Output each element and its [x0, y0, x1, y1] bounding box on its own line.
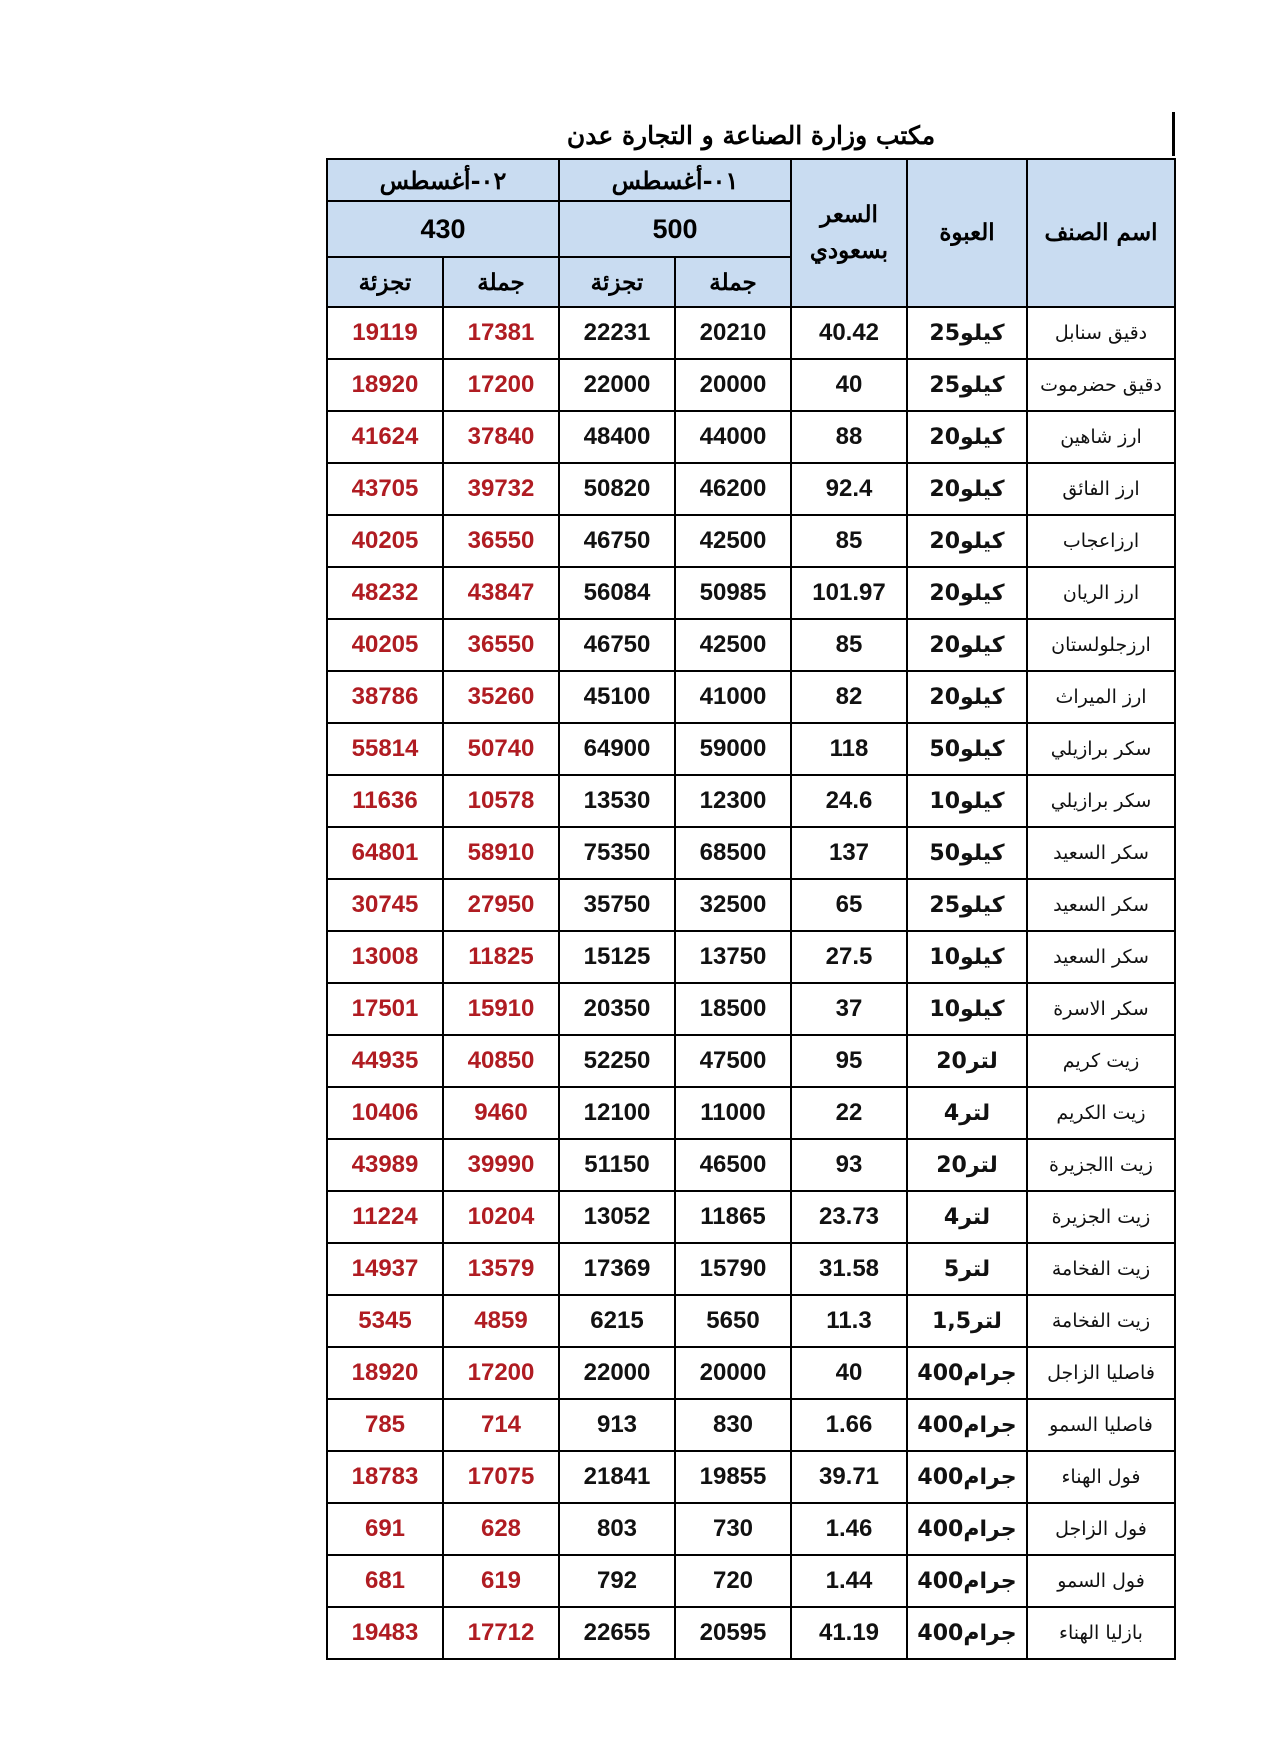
cell-d2-retail: 43989	[327, 1139, 443, 1191]
cell-package: 400جرام	[907, 1399, 1027, 1451]
cell-price-sar: 40	[791, 359, 907, 411]
cell-d2-wholesale: 50740	[443, 723, 559, 775]
cell-d1-wholesale: 5650	[675, 1295, 791, 1347]
cell-d1-wholesale: 20000	[675, 359, 791, 411]
cell-d2-wholesale: 35260	[443, 671, 559, 723]
cell-d1-wholesale: 46500	[675, 1139, 791, 1191]
cell-d2-wholesale: 619	[443, 1555, 559, 1607]
cell-d1-retail: 56084	[559, 567, 675, 619]
cell-price-sar: 85	[791, 515, 907, 567]
header-price-sar	[791, 159, 907, 307]
cell-package: 20كيلو	[907, 671, 1027, 723]
cell-price-sar: 95	[791, 1035, 907, 1087]
cell-package: 50كيلو	[907, 827, 1027, 879]
table-row	[327, 723, 1175, 775]
cell-d1-wholesale: 18500	[675, 983, 791, 1035]
cell-d2-retail: 10406	[327, 1087, 443, 1139]
cell-package: 10كيلو	[907, 775, 1027, 827]
cell-package: 20لتر	[907, 1139, 1027, 1191]
cell-package: 20لتر	[907, 1035, 1027, 1087]
cell-d1-wholesale: 46200	[675, 463, 791, 515]
header-rate-2: 430	[327, 201, 559, 257]
cell-d1-retail: 22231	[559, 307, 675, 359]
cell-item-name: زيت الفخامة	[1027, 1295, 1175, 1347]
cell-d1-retail: 21841	[559, 1451, 675, 1503]
cell-package: 400جرام	[907, 1503, 1027, 1555]
cell-price-sar: 93	[791, 1139, 907, 1191]
cell-price-sar: 82	[791, 671, 907, 723]
cell-package: 25كيلو	[907, 359, 1027, 411]
cell-price-sar: 88	[791, 411, 907, 463]
table-row	[327, 931, 1175, 983]
header-d2-wholesale: جملة	[443, 257, 559, 307]
cell-item-name: ارز الريان	[1027, 567, 1175, 619]
cell-price-sar: 1.66	[791, 1399, 907, 1451]
header-date-1: ٠١-أغسطس	[559, 159, 791, 201]
cell-item-name: زيت كريم	[1027, 1035, 1175, 1087]
cell-d2-wholesale: 37840	[443, 411, 559, 463]
cell-d1-retail: 64900	[559, 723, 675, 775]
cell-d2-retail: 785	[327, 1399, 443, 1451]
cell-d1-retail: 6215	[559, 1295, 675, 1347]
cell-d1-wholesale: 730	[675, 1503, 791, 1555]
cell-package: 1,5لتر	[907, 1295, 1027, 1347]
table-row	[327, 307, 1175, 359]
header-d1-retail: تجزئة	[559, 257, 675, 307]
header-d1-wholesale: جملة	[675, 257, 791, 307]
cell-item-name: ارز الفائق	[1027, 463, 1175, 515]
cell-d2-wholesale: 36550	[443, 515, 559, 567]
cell-d1-retail: 46750	[559, 619, 675, 671]
cell-price-sar: 11.3	[791, 1295, 907, 1347]
cell-price-sar: 1.44	[791, 1555, 907, 1607]
cell-package: 20كيلو	[907, 515, 1027, 567]
table-row	[327, 1399, 1175, 1451]
cell-d1-wholesale: 20595	[675, 1607, 791, 1659]
cell-item-name: سكر السعيد	[1027, 931, 1175, 983]
table-row	[327, 879, 1175, 931]
table-row	[327, 671, 1175, 723]
cell-d1-wholesale: 11000	[675, 1087, 791, 1139]
cell-package: 5لتر	[907, 1243, 1027, 1295]
cell-price-sar: 39.71	[791, 1451, 907, 1503]
header-row-dates	[327, 159, 1175, 201]
cell-d1-wholesale: 44000	[675, 411, 791, 463]
cell-d1-retail: 20350	[559, 983, 675, 1035]
cell-d2-retail: 11224	[327, 1191, 443, 1243]
cell-d1-retail: 46750	[559, 515, 675, 567]
cell-package: 10كيلو	[907, 983, 1027, 1035]
cell-d1-wholesale: 59000	[675, 723, 791, 775]
cell-d1-retail: 22000	[559, 359, 675, 411]
cell-price-sar: 31.58	[791, 1243, 907, 1295]
cell-d1-wholesale: 41000	[675, 671, 791, 723]
cell-package: 20كيلو	[907, 463, 1027, 515]
cell-package: 400جرام	[907, 1347, 1027, 1399]
cell-d2-wholesale: 36550	[443, 619, 559, 671]
cell-d2-wholesale: 17381	[443, 307, 559, 359]
header-price-sar-label: السعر بسعودي	[809, 201, 889, 264]
cell-d1-retail: 22655	[559, 1607, 675, 1659]
cell-d1-retail: 13530	[559, 775, 675, 827]
table-row	[327, 463, 1175, 515]
cell-d2-wholesale: 10204	[443, 1191, 559, 1243]
table-row	[327, 1451, 1175, 1503]
table-row	[327, 1347, 1175, 1399]
cell-d2-retail: 43705	[327, 463, 443, 515]
cell-d1-retail: 22000	[559, 1347, 675, 1399]
cell-d2-retail: 40205	[327, 619, 443, 671]
cell-package: 20كيلو	[907, 619, 1027, 671]
cell-d2-wholesale: 40850	[443, 1035, 559, 1087]
cell-d1-wholesale: 50985	[675, 567, 791, 619]
header-date-2: ٠٢-أغسطس	[327, 159, 559, 201]
cell-d1-wholesale: 32500	[675, 879, 791, 931]
cell-price-sar: 40	[791, 1347, 907, 1399]
cell-d2-retail: 11636	[327, 775, 443, 827]
cell-d2-retail: 19483	[327, 1607, 443, 1659]
cell-item-name: فول السمو	[1027, 1555, 1175, 1607]
cell-item-name: سكر السعيد	[1027, 827, 1175, 879]
cell-d2-retail: 691	[327, 1503, 443, 1555]
cell-d2-wholesale: 43847	[443, 567, 559, 619]
table-row	[327, 515, 1175, 567]
cell-d2-retail: 30745	[327, 879, 443, 931]
cell-d1-wholesale: 15790	[675, 1243, 791, 1295]
cell-d2-retail: 55814	[327, 723, 443, 775]
cell-item-name: فول الزاجل	[1027, 1503, 1175, 1555]
cell-package: 25كيلو	[907, 879, 1027, 931]
cell-package: 20كيلو	[907, 567, 1027, 619]
cell-d2-wholesale: 714	[443, 1399, 559, 1451]
cell-d1-retail: 15125	[559, 931, 675, 983]
table-row	[327, 567, 1175, 619]
table-row	[327, 1503, 1175, 1555]
cell-package: 10كيلو	[907, 931, 1027, 983]
cell-d2-wholesale: 15910	[443, 983, 559, 1035]
table-row	[327, 411, 1175, 463]
header-rate-1: 500	[559, 201, 791, 257]
cell-d2-wholesale: 58910	[443, 827, 559, 879]
cell-d2-wholesale: 10578	[443, 775, 559, 827]
cell-item-name: زيت الكريم	[1027, 1087, 1175, 1139]
table-row	[327, 1243, 1175, 1295]
cell-item-name: ارز شاهين	[1027, 411, 1175, 463]
cell-d2-retail: 48232	[327, 567, 443, 619]
table-row	[327, 1087, 1175, 1139]
cell-package: 25كيلو	[907, 307, 1027, 359]
cell-d1-retail: 792	[559, 1555, 675, 1607]
price-table	[326, 158, 1176, 1660]
cell-d2-retail: 5345	[327, 1295, 443, 1347]
cell-price-sar: 37	[791, 983, 907, 1035]
cell-d1-retail: 913	[559, 1399, 675, 1451]
cell-d1-retail: 50820	[559, 463, 675, 515]
cell-d1-wholesale: 42500	[675, 515, 791, 567]
table-row	[327, 619, 1175, 671]
cell-d2-wholesale: 11825	[443, 931, 559, 983]
cell-d2-wholesale: 17075	[443, 1451, 559, 1503]
cell-d2-retail: 18920	[327, 1347, 443, 1399]
table-row	[327, 1139, 1175, 1191]
cell-d1-wholesale: 20000	[675, 1347, 791, 1399]
cell-d1-retail: 51150	[559, 1139, 675, 1191]
cell-price-sar: 22	[791, 1087, 907, 1139]
cell-d2-retail: 17501	[327, 983, 443, 1035]
cell-package: 4لتر	[907, 1191, 1027, 1243]
cell-d2-wholesale: 17200	[443, 1347, 559, 1399]
cell-d2-retail: 40205	[327, 515, 443, 567]
cell-item-name: فاصليا السمو	[1027, 1399, 1175, 1451]
cell-item-name: ارز الميراث	[1027, 671, 1175, 723]
cell-d2-wholesale: 628	[443, 1503, 559, 1555]
cell-package: 50كيلو	[907, 723, 1027, 775]
cell-d2-wholesale: 4859	[443, 1295, 559, 1347]
cell-price-sar: 40.42	[791, 307, 907, 359]
cell-price-sar: 1.46	[791, 1503, 907, 1555]
cell-d2-wholesale: 17200	[443, 359, 559, 411]
cell-item-name: سكر برازيلي	[1027, 775, 1175, 827]
cell-price-sar: 92.4	[791, 463, 907, 515]
cell-item-name: زيت االجزيرة	[1027, 1139, 1175, 1191]
cell-d1-retail: 48400	[559, 411, 675, 463]
header-package: العبوة	[907, 159, 1027, 307]
table-row	[327, 983, 1175, 1035]
cell-d2-wholesale: 27950	[443, 879, 559, 931]
cell-d2-retail: 18920	[327, 359, 443, 411]
cell-price-sar: 65	[791, 879, 907, 931]
cell-item-name: فاصليا الزاجل	[1027, 1347, 1175, 1399]
cell-d1-wholesale: 68500	[675, 827, 791, 879]
cell-d1-wholesale: 20210	[675, 307, 791, 359]
cell-package: 4لتر	[907, 1087, 1027, 1139]
cell-package: 400جرام	[907, 1555, 1027, 1607]
cell-price-sar: 27.5	[791, 931, 907, 983]
cell-d2-wholesale: 39990	[443, 1139, 559, 1191]
table-row	[327, 827, 1175, 879]
cell-item-name: ارزجلولستان	[1027, 619, 1175, 671]
cell-package: 20كيلو	[907, 411, 1027, 463]
cell-d1-retail: 75350	[559, 827, 675, 879]
cell-d1-retail: 17369	[559, 1243, 675, 1295]
cell-item-name: زيت الفخامة	[1027, 1243, 1175, 1295]
cell-price-sar: 41.19	[791, 1607, 907, 1659]
cell-d1-wholesale: 12300	[675, 775, 791, 827]
cell-d1-retail: 803	[559, 1503, 675, 1555]
cell-d1-retail: 13052	[559, 1191, 675, 1243]
cell-price-sar: 118	[791, 723, 907, 775]
cell-item-name: زيت الجزيرة	[1027, 1191, 1175, 1243]
cell-d2-wholesale: 39732	[443, 463, 559, 515]
cell-item-name: سكر برازيلي	[1027, 723, 1175, 775]
table-row	[327, 775, 1175, 827]
cell-item-name: دقيق حضرموت	[1027, 359, 1175, 411]
cell-d1-retail: 35750	[559, 879, 675, 931]
cell-d2-retail: 64801	[327, 827, 443, 879]
page-title: مكتب وزارة الصناعة و التجارة عدن	[566, 121, 936, 150]
cell-d1-retail: 12100	[559, 1087, 675, 1139]
cell-item-name: دقيق سنابل	[1027, 307, 1175, 359]
cell-item-name: بازليا الهناء	[1027, 1607, 1175, 1659]
header-d2-retail: تجزئة	[327, 257, 443, 307]
table-row	[327, 1607, 1175, 1659]
cell-d1-wholesale: 47500	[675, 1035, 791, 1087]
table-row	[327, 1191, 1175, 1243]
cell-item-name: فول الهناء	[1027, 1451, 1175, 1503]
cell-package: 400جرام	[907, 1451, 1027, 1503]
cell-d1-wholesale: 42500	[675, 619, 791, 671]
cell-price-sar: 137	[791, 827, 907, 879]
cell-price-sar: 101.97	[791, 567, 907, 619]
cell-d2-wholesale: 13579	[443, 1243, 559, 1295]
cell-d1-retail: 52250	[559, 1035, 675, 1087]
cell-price-sar: 24.6	[791, 775, 907, 827]
cell-d1-wholesale: 720	[675, 1555, 791, 1607]
cell-d2-retail: 38786	[327, 671, 443, 723]
cell-d1-wholesale: 13750	[675, 931, 791, 983]
cell-d2-retail: 681	[327, 1555, 443, 1607]
table-row	[327, 359, 1175, 411]
cell-price-sar: 85	[791, 619, 907, 671]
table-row	[327, 1295, 1175, 1347]
cell-d2-retail: 44935	[327, 1035, 443, 1087]
cell-d2-retail: 41624	[327, 411, 443, 463]
cell-d2-retail: 18783	[327, 1451, 443, 1503]
cell-item-name: ارزاعجاب	[1027, 515, 1175, 567]
cell-d1-retail: 45100	[559, 671, 675, 723]
cell-d2-wholesale: 17712	[443, 1607, 559, 1659]
cell-d2-retail: 13008	[327, 931, 443, 983]
cell-package: 400جرام	[907, 1607, 1027, 1659]
title-divider-line	[1172, 112, 1175, 156]
table-row	[327, 1555, 1175, 1607]
cell-price-sar: 23.73	[791, 1191, 907, 1243]
header-item-name: اسم الصنف	[1027, 159, 1175, 307]
cell-item-name: سكر السعيد	[1027, 879, 1175, 931]
cell-d1-wholesale: 830	[675, 1399, 791, 1451]
table-row	[327, 1035, 1175, 1087]
cell-d2-wholesale: 9460	[443, 1087, 559, 1139]
cell-d1-wholesale: 19855	[675, 1451, 791, 1503]
cell-item-name: سكر الاسرة	[1027, 983, 1175, 1035]
cell-d1-wholesale: 11865	[675, 1191, 791, 1243]
cell-d2-retail: 14937	[327, 1243, 443, 1295]
cell-d2-retail: 19119	[327, 307, 443, 359]
